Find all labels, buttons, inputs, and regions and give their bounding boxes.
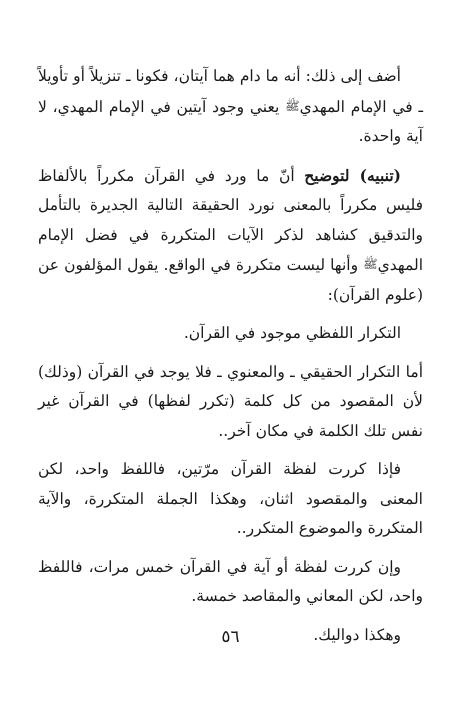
note-label: (تنبيه) لتوضيح [304, 165, 401, 185]
body-text [38, 62, 423, 650]
paragraph-6 [38, 553, 423, 612]
paragraph-1-text-cont: يعني وجود آيتين في الإمام المهدي، لا آية واحدة. [38, 97, 423, 145]
honorific-symbol: ﷺ [363, 257, 378, 271]
paragraph-4 [38, 358, 423, 447]
paragraph-3 [38, 319, 423, 349]
paragraph-2 [38, 161, 423, 311]
paragraph-5-text: فإذا كررت لفظة القرآن مرّتين، فاللفظ واحد، لكن المعنى والمقصود اثنان، وهكذا الجملة المتكررة، والآية المتكررة والموضوع المتكرر.. [38, 460, 423, 537]
paragraph-2-text-cont: وأنها ليست متكررة في الواقع. يقول المؤلفون عن (علوم القرآن): [38, 256, 423, 304]
paragraph-2-text: أنّ ما ورد في القرآن مكرراً بالألفاظ فليس مكرراً بالمعنى نورد الحقيقة التالية الجديرة بالتأمل والتدقيق كشاهد لذكر الآيات المتكررة في فضل الإمام المهدي [38, 166, 423, 274]
paragraph-6-text: وإن كررت لفظة أو آية في القرآن خمس مرات، فاللفظ واحد، لكن المعاني والمقاصد خمسة. [38, 557, 423, 605]
paragraph-5 [38, 455, 423, 544]
page-number: ٥٦ [221, 627, 240, 647]
paragraph-1-text: أضف إلى ذلك: أنه ما دام هما آيتان، فكونا ـ تنزيلاً أو تأويلاً ـ في الإمام المهدي [38, 67, 423, 116]
paragraph-4-text: أما التكرار الحقيقي ـ والمعنوي ـ فلا يوجد في القرآن (وذلك) لأن المقصود من كل كلمة (تكرر لفظها) في القرآن غير نفس تلك الكلمة في مكان آخر.. [38, 362, 423, 440]
paragraph-1 [38, 62, 423, 152]
paragraph-7-text: وهكذا دواليك. [313, 625, 401, 644]
honorific-symbol: ﷺ [285, 98, 300, 113]
paragraph-3-text: التكرار اللفظي موجود في القرآن. [183, 324, 401, 342]
